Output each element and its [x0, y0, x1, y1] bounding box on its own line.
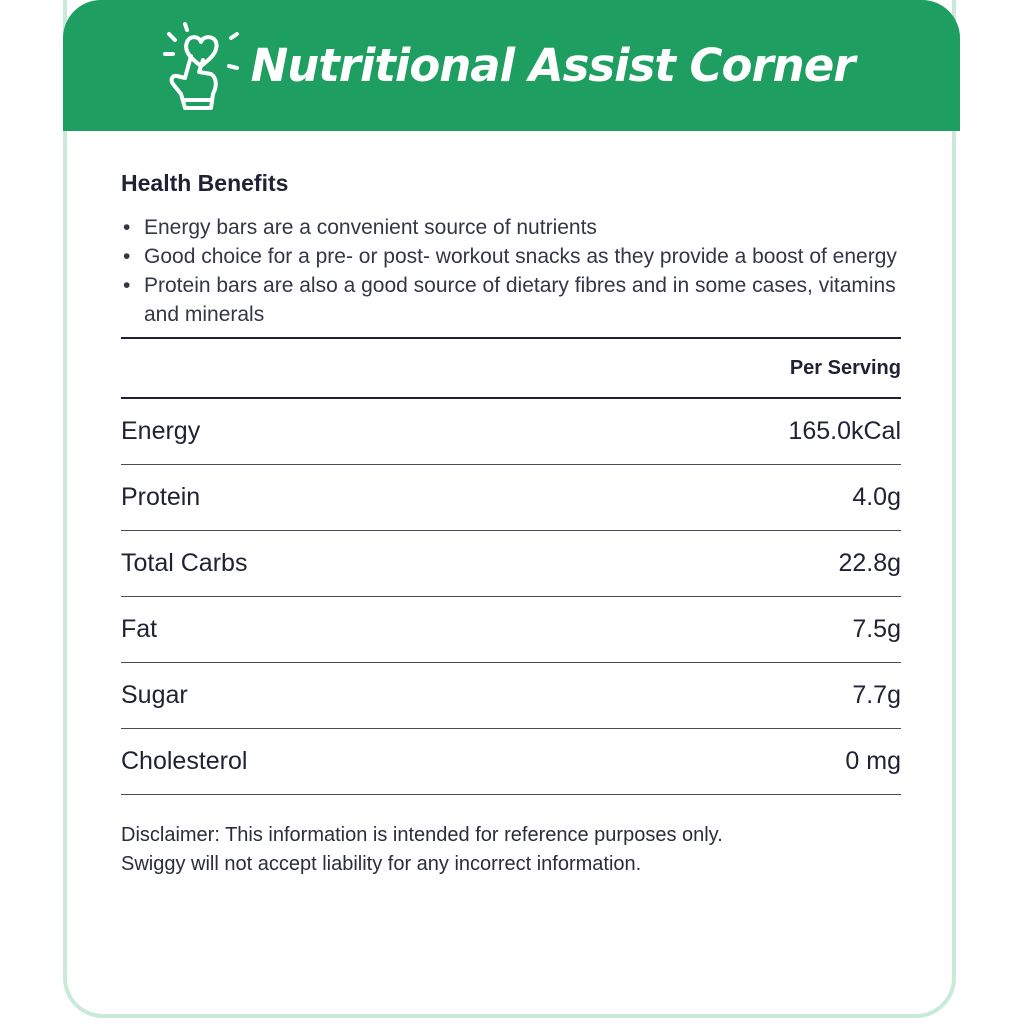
list-item	[121, 242, 901, 271]
nutrient-value: 7.7g	[852, 681, 901, 709]
table-row	[121, 597, 901, 663]
table-row	[121, 729, 901, 795]
hand-heart-icon	[163, 20, 241, 112]
bullet-icon: •	[123, 274, 131, 297]
health-benefits-list	[121, 213, 901, 329]
nutrient-value: 7.5g	[852, 615, 901, 643]
health-benefits-title: Health Benefits	[121, 170, 289, 196]
nutrition-table	[121, 399, 901, 795]
disclaimer-line: Swiggy will not accept liability for any incorrect information.	[121, 853, 642, 875]
benefit-text: Protein bars are also a good source of dietary fibres and in some cases, vitamins and minerals	[144, 274, 896, 326]
nutrient-value: 165.0kCal	[788, 417, 901, 445]
table-row	[121, 399, 901, 465]
table-row	[121, 663, 901, 729]
per-serving-header: Per Serving	[789, 356, 901, 379]
header-banner	[63, 0, 960, 131]
disclaimer	[121, 821, 901, 879]
nutrient-name: Total Carbs	[121, 549, 248, 577]
nutrient-name: Sugar	[121, 681, 188, 709]
bullet-icon: •	[123, 245, 131, 268]
header-title: Nutritional Assist Corner	[250, 39, 855, 92]
benefit-text: Good choice for a pre- or post- workout snacks as they provide a boost of energy	[144, 245, 897, 268]
nutrient-name: Protein	[121, 483, 201, 511]
nutrient-value: 4.0g	[852, 483, 901, 511]
table-row	[121, 465, 901, 531]
table-row	[121, 531, 901, 597]
nutrient-value: 0 mg	[845, 747, 901, 775]
bullet-icon: •	[123, 216, 131, 239]
list-item	[121, 271, 901, 329]
main-content	[121, 170, 901, 879]
nutrient-name: Cholesterol	[121, 747, 248, 775]
disclaimer-line: Disclaimer: This information is intended for reference purposes only.	[121, 824, 723, 846]
nutrient-name: Fat	[121, 615, 158, 643]
nutrient-name: Energy	[121, 417, 201, 445]
benefit-text: Energy bars are a convenient source of nutrients	[144, 216, 597, 239]
nutrient-value: 22.8g	[838, 549, 901, 577]
list-item	[121, 213, 901, 242]
